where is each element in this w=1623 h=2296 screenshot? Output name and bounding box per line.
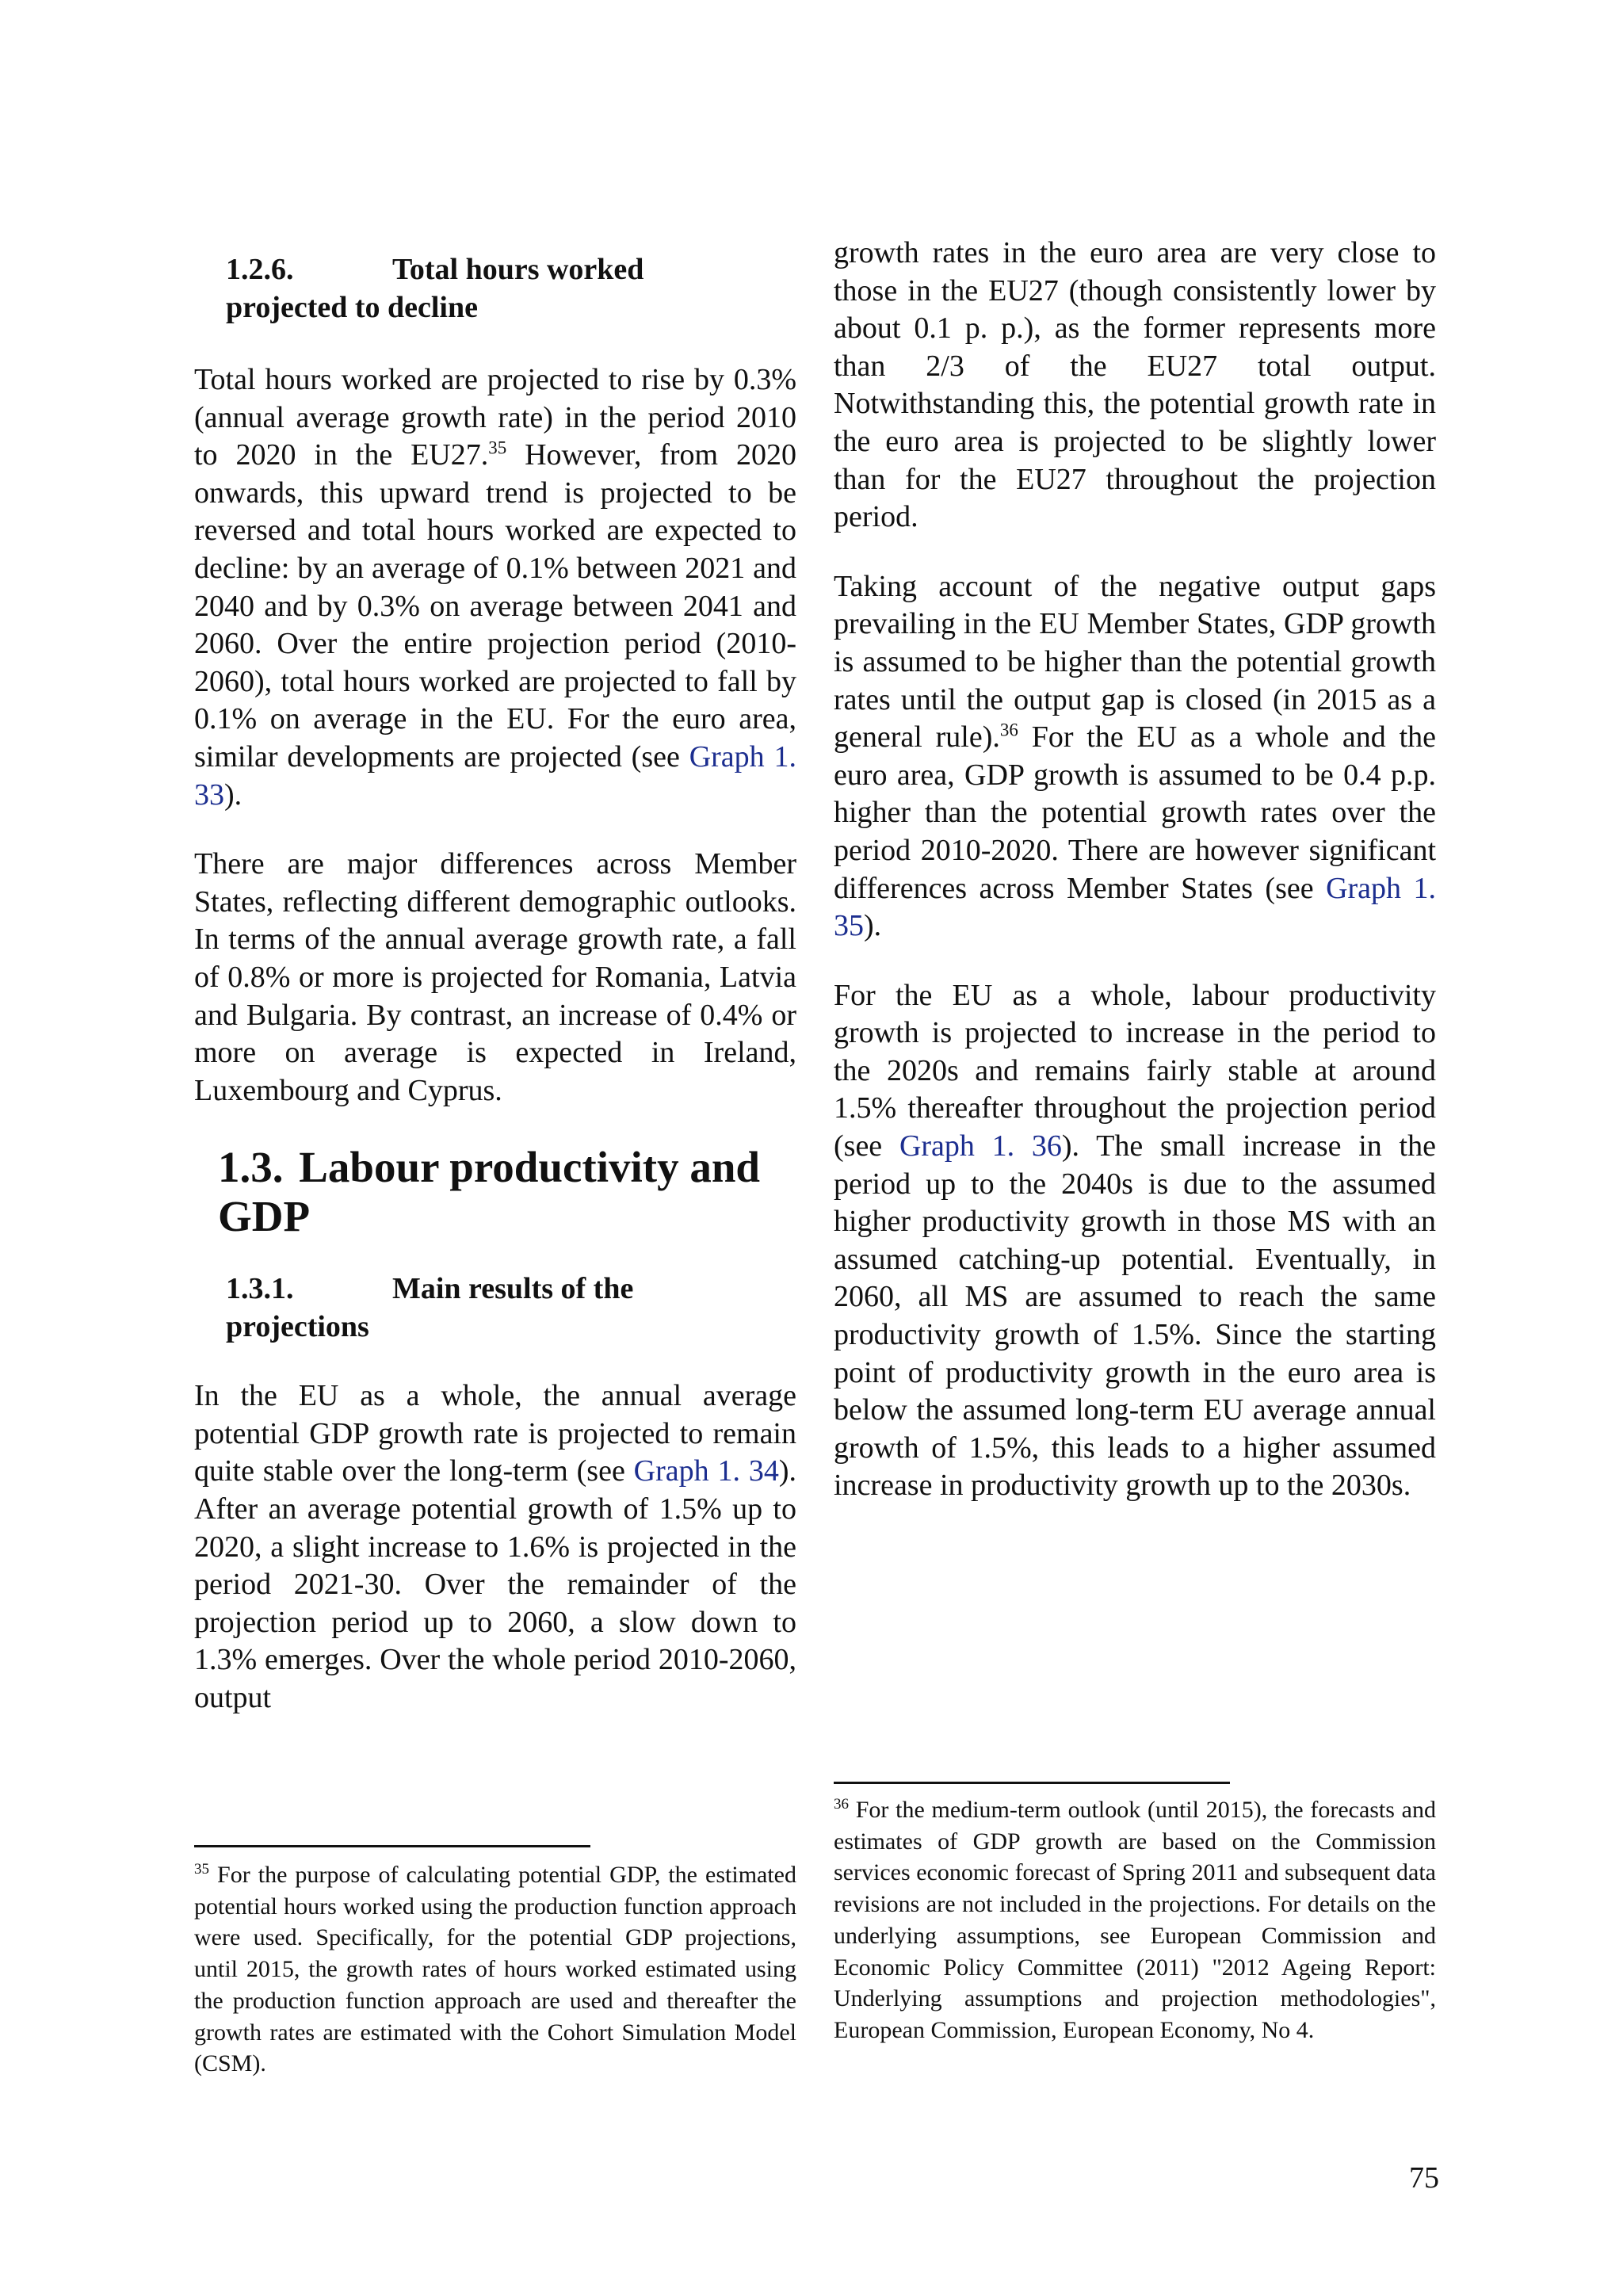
right-column (834, 235, 1436, 1505)
paragraph-total-hours (194, 361, 796, 814)
subsection-heading-1-2-6 (226, 250, 796, 327)
footnote-text: For the medium-term outlook (until 2015), the forecasts and estimates of GDP growth are based on the Commission services economic forecast of Spring 2011 and subsequent data revisions are not included in the projections. For details on the underlying assumptions, see European Commission and Economic Policy Committee (2011) "2012 Ageing Report: Underlying assumptions and projection methodologies", European Commission, European Economy, No 4. (834, 1797, 1436, 2043)
subsection-number: 1.2.6. (226, 253, 294, 286)
paragraph-text: ). The small increase in the period up to the 2040s is due to the assumed higher productivity growth in those MS with an assumed catching-up potential. Eventually, in 2060, all MS are assumed to reach the same productivity growth of 1.5%. Since the starting point of productivity growth in the euro area is below the assumed long-term EU average annual growth of 1.5%, this leads to a higher assumed increase in productivity growth up to the 2030s. (834, 1129, 1436, 1503)
paragraph-text: For the EU as a whole and the euro area, GDP growth is assumed to be 0.4 p.p. higher than the potential growth rates over the period 2010-2020. There are however significant differences across Member States (see (834, 720, 1437, 905)
footnote-number: 35 (194, 1861, 209, 1878)
graph-link-1-33[interactable]: Graph 1. 33 (194, 739, 796, 812)
footnote-35 (194, 1859, 796, 2080)
subsection-title-line1: Total hours worked (392, 253, 644, 286)
subsection-title-line2: projected to decline (226, 291, 478, 324)
section-heading-1-3 (218, 1143, 796, 1241)
footnote-rule-right (834, 1782, 1230, 1784)
footnote-rule-left (194, 1845, 590, 1847)
paragraph-text: For the EU as a whole, labour productivity growth is projected to increase in the period to the 2020s and remains fairly stable at around 1.5% thereafter throughout the projection period (see (834, 978, 1436, 1163)
paragraph-text: In the EU as a whole, the annual average potential GDP growth rate is projected to remain quite stable over the long-term (see (194, 1379, 796, 1488)
paragraph-text: ). After an average potential growth of 1.5% up to 2020, a slight increase to 1.6% is projected in the period 2021-30. Over the remainder of the projection period up to 2060, a slow down to 1.3% emerges. Over the whole period 2010-2060, output (194, 1454, 796, 1715)
paragraph-text: Total hours worked are projected to rise by 0.3% (annual average growth rate) in the period 2010 to 2020 in the EU27. (194, 363, 796, 472)
paragraph-text: ). (224, 777, 242, 812)
subsection-title-line2: projections (226, 1310, 369, 1344)
paragraph-labour-productivity (834, 977, 1436, 1505)
paragraph-text: Taking account of the negative output gaps prevailing in the EU Member States, GDP growth is assumed to be higher than the potential growth rates until the output gap is closed (in 2015 as a general rule). (834, 569, 1436, 755)
paragraph-output-gaps (834, 568, 1436, 946)
section-title-line2: GDP (218, 1192, 311, 1241)
subsection-number: 1.3.1. (226, 1272, 294, 1306)
paragraph-euro-area-growth: growth rates in the euro area are very close to those in the EU27 (though consistently lower by about 0.1 p. p.), as the former represents more than 2/3 of the EU27 total output. Notwithstanding this, the potential growth rate in the euro area is projected to be slightly lower than for the EU27 throughout the projection period. (834, 236, 1436, 534)
paragraph-text: However, from 2020 onwards, this upward trend is projected to be reversed and total hours worked are expected to decline: by an average of 0.1% between 2021 and 2040 and by 0.3% on average between 2041 and 2060. Over the entire projection period (2010-2060), total hours worked are projected to fall by 0.1% on average in the EU. For the euro area, similar developments are projected (see (194, 438, 796, 774)
paragraph-text: ). (864, 909, 882, 943)
graph-link-1-35[interactable]: Graph 1. 35 (834, 871, 1436, 943)
graph-link-1-36[interactable]: Graph 1. 36 (899, 1129, 1062, 1163)
section-number: 1.3. (218, 1143, 284, 1192)
paragraph-member-differences: There are major differences across Member States, reflecting different demographic outlooks. In terms of the annual average growth rate, a fall of 0.8% or more is projected for Romania, Latvia and Bulgaria. By contrast, an increase of 0.4% or more on average is expected in Ireland, Luxembourg and Cyprus. (194, 847, 796, 1107)
footnote-number: 36 (834, 1796, 849, 1813)
paragraph-potential-gdp (194, 1377, 796, 1717)
footnote-36 (834, 1794, 1436, 2046)
page-number: 75 (1409, 2161, 1439, 2195)
subsection-heading-1-3-1 (226, 1270, 796, 1346)
footnote-text: For the purpose of calculating potential GDP, the estimated potential hours worked using the production function approach were used. Specifically, for the potential GDP projections, until 2015, the growth rates of hours worked estimated using the production function approach are used and thereafter the growth rates are estimated with the Cohort Simulation Model (CSM). (194, 1862, 796, 2077)
footnote-ref-35[interactable]: 35 (488, 437, 507, 458)
footnote-ref-36[interactable]: 36 (999, 720, 1018, 740)
section-title-line1: Labour productivity and (299, 1143, 760, 1192)
subsection-title-line1: Main results of the (392, 1272, 634, 1306)
graph-link-1-34[interactable]: Graph 1. 34 (633, 1454, 779, 1488)
left-column (194, 244, 796, 1717)
